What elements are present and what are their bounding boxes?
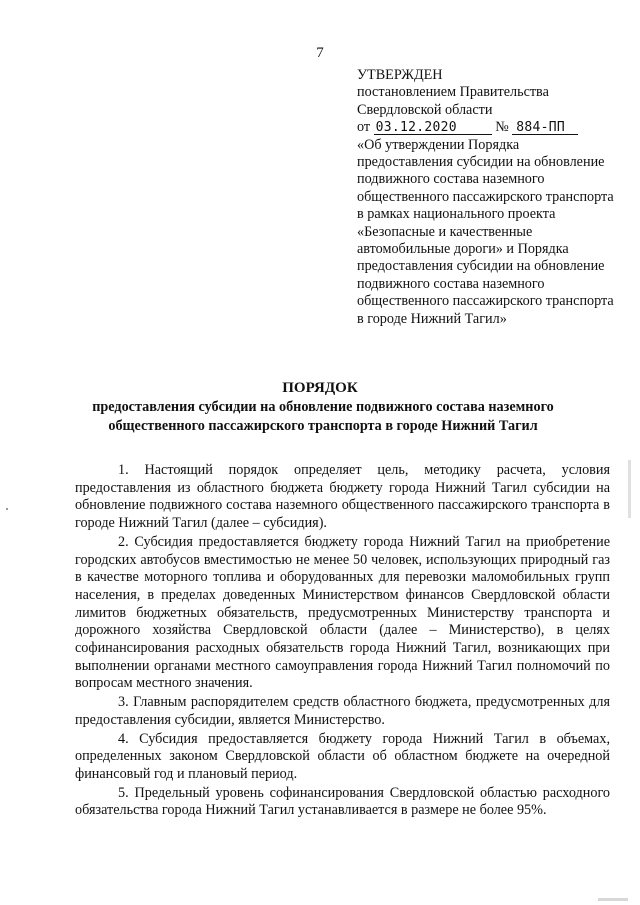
scan-speck [598,898,628,901]
decree-title: «Об утверждении Порядка предоставления субсидии на обновление подвижного состава наземного общественного пассажирского транспорта в рамках национального проекта «Безопасные и качественные автомобильные дороги» и Порядка предоставления субсидии на обновление подвижного состава наземного общественного пассажирского транспорта в городе Нижний Тагил» [357,136,614,327]
paragraph-2: 2. Субсидия предоставляется бюджету города Нижний Тагил на приобретение городских автобусов вместимостью не менее 50 человек, использующих природный газ в качестве моторного топлива и оборудованных для перевозки маломобильных групп населения, в пределах доведенных Министерством финансов Свердловской области лимитов бюджетных обязательств, предусмотренных Министерству транспорта и дорожного хозяйства Свердловской области (далее – Министерство), в целях софинансирования расходных обязательств города Нижний Тагил, возникающих при выполнении органами местного самоуправления города Нижний Тагил полномочий по вопросам местного значения. [75,533,610,692]
document-body [75,462,610,821]
scan-speck [6,508,8,510]
approval-number: 884-ПП [512,120,578,135]
paragraph-3: 3. Главным распорядителем средств областного бюджета, предусмотренных для предоставления субсидии, является Министерство. [75,694,610,728]
approval-heading: УТВЕРЖДЕН [357,67,443,83]
document-subtitle: предоставления субсидии на обновление подвижного состава наземного общественного пассажирского транспорта в городе Нижний Тагил [92,399,554,434]
paragraph-5: 5. Предельный уровень софинансирования Свердловской областью расходного обязательства города Нижний Тагил устанавливается в размере не более 95%. [75,784,610,819]
approval-line: Свердловской области [357,101,493,118]
approval-date: 03.12.2020 [374,120,492,135]
date-prefix: от [357,119,371,136]
document-title: ПОРЯДОК [282,380,358,396]
number-prefix: № [495,119,509,136]
approval-block [357,67,617,328]
approval-line: постановлением Правительства [357,84,549,101]
paragraph-4: 4. Субсидия предоставляется бюджету города Нижний Тагил в объемах, определенных законом Свердловской области об областном бюджете на очередной финансовый год и плановый период. [75,730,610,782]
scan-edge-mark [628,460,631,518]
page-number: 7 [316,45,324,61]
approval-date-line [357,119,617,136]
paragraph-1: 1. Настоящий порядок определяет цель, методику расчета, условия предоставления из областного бюджета бюджету города Нижний Тагил субсидии на обновление подвижного состава наземного общественного пассажирского транспорта в городе Нижний Тагил (далее – субсидия). [75,462,610,532]
